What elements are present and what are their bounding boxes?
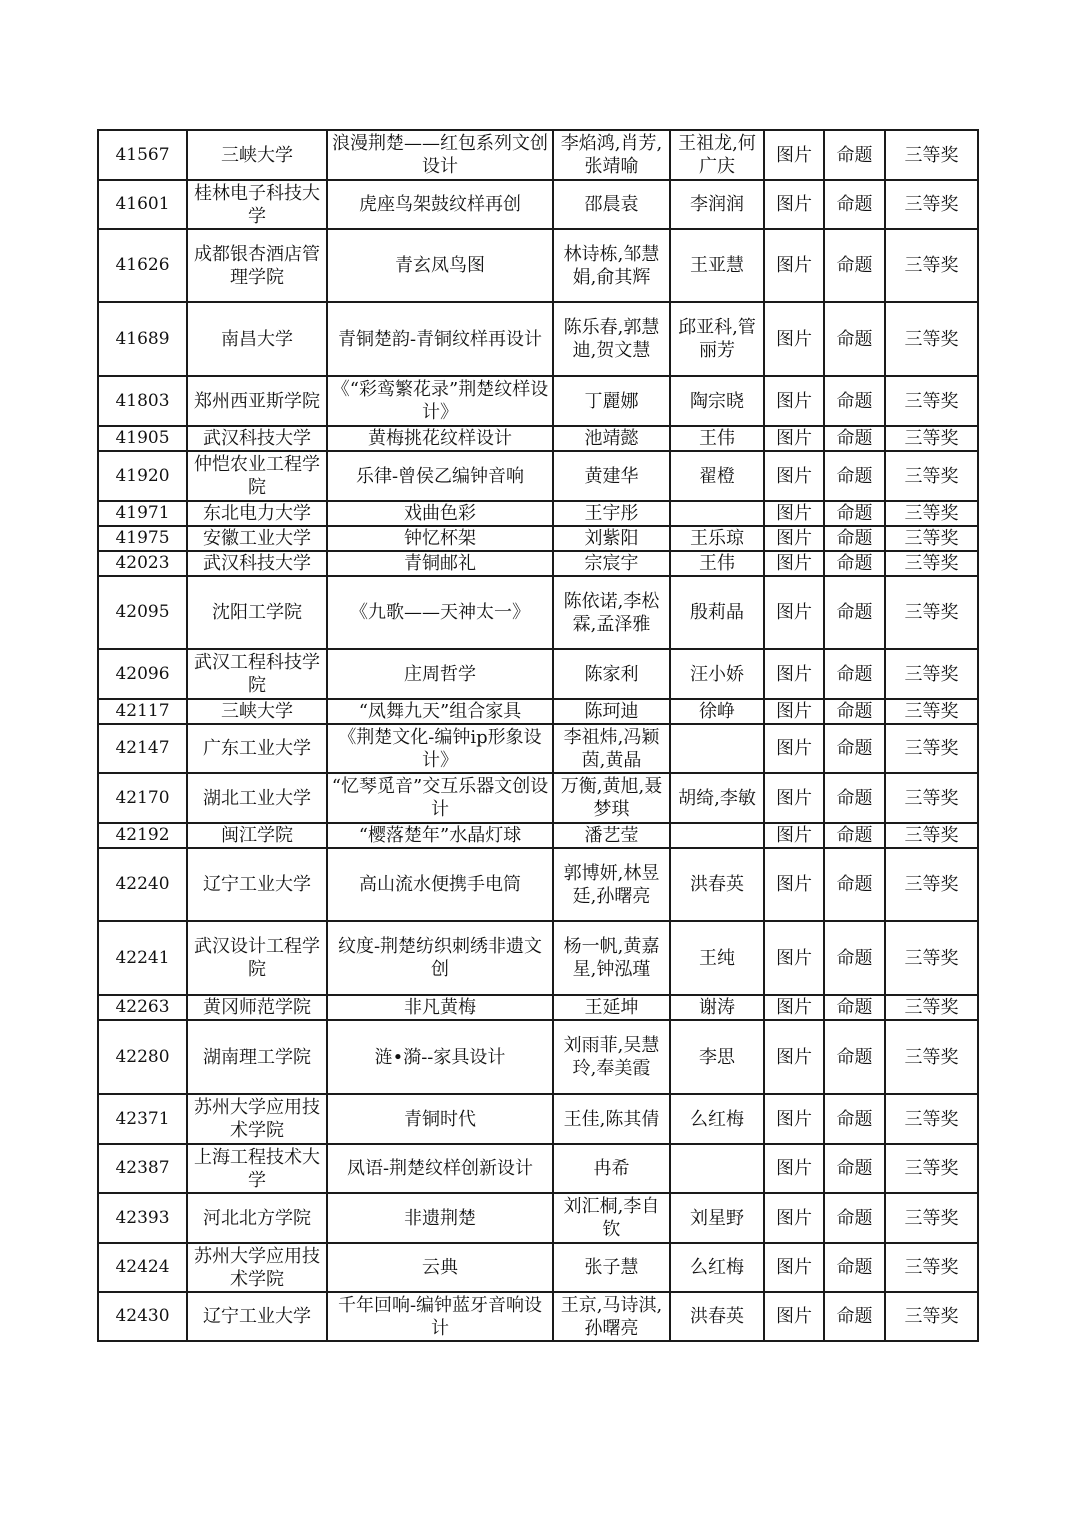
advisor-cell: 殷莉晶 [670,576,764,649]
entry-id-cell: 42096 [98,649,187,699]
work-type-cell: 图片 [764,526,824,551]
authors-cell: 陈依诺,李松霖,孟泽雅 [553,576,670,649]
authors-cell: 刘雨菲,吴慧玲,奉美霞 [553,1020,670,1094]
authors-cell: 丁麗娜 [553,376,670,426]
work-type-cell: 图片 [764,1243,824,1292]
authors-cell: 王延坤 [553,995,670,1020]
work-title-cell: 千年回响-编钟蓝牙音响设计 [327,1292,553,1341]
advisor-cell: 洪春英 [670,1292,764,1341]
advisor-cell: 洪春英 [670,848,764,921]
work-type-cell: 图片 [764,1144,824,1193]
school-name-cell: 黄冈师范学院 [187,995,327,1020]
advisor-cell [670,1144,764,1193]
work-title-cell: 涟•漪--家具设计 [327,1020,553,1094]
work-type-cell: 图片 [764,995,824,1020]
authors-cell: 陈珂迪 [553,699,670,724]
table-row [98,724,978,773]
authors-cell: 王京,马诗淇,孙曙亮 [553,1292,670,1341]
school-name-cell: 广东工业大学 [187,724,327,773]
award-level-cell: 三等奖 [885,848,978,921]
category-cell: 命题 [824,699,885,724]
work-title-cell: 青铜楚韵-青铜纹样再设计 [327,302,553,376]
award-level-cell: 三等奖 [885,526,978,551]
category-cell: 命题 [824,848,885,921]
award-level-cell: 三等奖 [885,551,978,576]
category-cell: 命题 [824,130,885,180]
entry-id-cell: 42241 [98,921,187,995]
authors-cell: 郭博妍,林昱廷,孙曙亮 [553,848,670,921]
work-type-cell: 图片 [764,773,824,823]
table-row [98,995,978,1020]
table-row [98,773,978,823]
authors-cell: 陈家利 [553,649,670,699]
advisor-cell: 王纯 [670,921,764,995]
category-cell: 命题 [824,551,885,576]
work-title-cell: 云典 [327,1243,553,1292]
table-row [98,376,978,426]
advisor-cell [670,724,764,773]
advisor-cell: 谢涛 [670,995,764,1020]
authors-cell: 万衡,黄旭,聂梦琪 [553,773,670,823]
work-title-cell: 纹度-荆楚纺织刺绣非遗文创 [327,921,553,995]
award-level-cell: 三等奖 [885,995,978,1020]
work-title-cell: 虎座鸟架鼓纹样再创 [327,180,553,229]
work-title-cell: 青玄凤鸟图 [327,229,553,302]
award-table [97,129,979,1342]
table-row [98,699,978,724]
work-type-cell: 图片 [764,302,824,376]
award-level-cell: 三等奖 [885,130,978,180]
award-level-cell: 三等奖 [885,699,978,724]
award-level-cell: 三等奖 [885,1243,978,1292]
award-level-cell: 三等奖 [885,1144,978,1193]
school-name-cell: 湖南理工学院 [187,1020,327,1094]
authors-cell: 刘紫阳 [553,526,670,551]
school-name-cell: 南昌大学 [187,302,327,376]
work-type-cell: 图片 [764,229,824,302]
school-name-cell: 东北电力大学 [187,501,327,526]
category-cell: 命题 [824,576,885,649]
entry-id-cell: 41971 [98,501,187,526]
entry-id-cell: 41920 [98,451,187,501]
work-title-cell: 《九歌——天神太一》 [327,576,553,649]
award-level-cell: 三等奖 [885,501,978,526]
school-name-cell: 武汉科技大学 [187,551,327,576]
authors-cell: 杨一帆,黄嘉星,钟泓瑾 [553,921,670,995]
category-cell: 命题 [824,724,885,773]
entry-id-cell: 42424 [98,1243,187,1292]
advisor-cell: 么红梅 [670,1094,764,1144]
authors-cell: 林诗栋,邹慧娟,俞其辉 [553,229,670,302]
award-level-cell: 三等奖 [885,823,978,848]
authors-cell: 李祖炜,冯颖茵,黄晶 [553,724,670,773]
advisor-cell [670,501,764,526]
category-cell: 命题 [824,526,885,551]
category-cell: 命题 [824,1193,885,1243]
table-row [98,1144,978,1193]
table-row [98,1020,978,1094]
award-level-cell: 三等奖 [885,649,978,699]
work-title-cell: 黄梅挑花纹样设计 [327,426,553,451]
entry-id-cell: 42280 [98,1020,187,1094]
authors-cell: 邵晨袁 [553,180,670,229]
school-name-cell: 闽江学院 [187,823,327,848]
table-row [98,1243,978,1292]
table-row [98,1193,978,1243]
school-name-cell: 三峡大学 [187,699,327,724]
entry-id-cell: 41803 [98,376,187,426]
category-cell: 命题 [824,501,885,526]
work-title-cell: “忆琴觅音”交互乐器文创设计 [327,773,553,823]
award-level-cell: 三等奖 [885,376,978,426]
table-row [98,229,978,302]
award-level-cell: 三等奖 [885,451,978,501]
school-name-cell: 成都银杏酒店管理学院 [187,229,327,302]
category-cell: 命题 [824,1144,885,1193]
advisor-cell: 王乐琼 [670,526,764,551]
work-type-cell: 图片 [764,451,824,501]
work-title-cell: “樱落楚年”水晶灯球 [327,823,553,848]
table-row [98,526,978,551]
award-level-cell: 三等奖 [885,1193,978,1243]
work-type-cell: 图片 [764,1292,824,1341]
authors-cell: 陈乐春,郭慧迪,贺文慧 [553,302,670,376]
entry-id-cell: 41567 [98,130,187,180]
work-type-cell: 图片 [764,551,824,576]
school-name-cell: 湖北工业大学 [187,773,327,823]
work-title-cell: “凤舞九天”组合家具 [327,699,553,724]
work-title-cell: 戏曲色彩 [327,501,553,526]
award-level-cell: 三等奖 [885,724,978,773]
table-row [98,1094,978,1144]
school-name-cell: 武汉科技大学 [187,426,327,451]
work-type-cell: 图片 [764,180,824,229]
work-title-cell: 非遗荆楚 [327,1193,553,1243]
authors-cell: 潘艺莹 [553,823,670,848]
school-name-cell: 辽宁工业大学 [187,848,327,921]
advisor-cell: 刘星野 [670,1193,764,1243]
advisor-cell: 王亚慧 [670,229,764,302]
category-cell: 命题 [824,1243,885,1292]
table-row [98,921,978,995]
award-level-cell: 三等奖 [885,426,978,451]
category-cell: 命题 [824,426,885,451]
entry-id-cell: 42240 [98,848,187,921]
authors-cell: 张子慧 [553,1243,670,1292]
entry-id-cell: 41626 [98,229,187,302]
advisor-cell: 李润润 [670,180,764,229]
school-name-cell: 河北北方学院 [187,1193,327,1243]
advisor-cell: 徐峥 [670,699,764,724]
award-level-cell: 三等奖 [885,1094,978,1144]
school-name-cell: 苏州大学应用技术学院 [187,1243,327,1292]
work-type-cell: 图片 [764,501,824,526]
school-name-cell: 武汉工程科技学院 [187,649,327,699]
advisor-cell: 王祖龙,何广庆 [670,130,764,180]
work-title-cell: 钟忆杯架 [327,526,553,551]
advisor-cell: 王伟 [670,426,764,451]
work-type-cell: 图片 [764,426,824,451]
table-row [98,302,978,376]
work-title-cell: 浪漫荆楚——红包系列文创设计 [327,130,553,180]
award-level-cell: 三等奖 [885,302,978,376]
category-cell: 命题 [824,229,885,302]
entry-id-cell: 42371 [98,1094,187,1144]
work-type-cell: 图片 [764,1193,824,1243]
category-cell: 命题 [824,376,885,426]
table-row [98,426,978,451]
authors-cell: 王佳,陈其倩 [553,1094,670,1144]
school-name-cell: 辽宁工业大学 [187,1292,327,1341]
advisor-cell: 陶宗晓 [670,376,764,426]
entry-id-cell: 41689 [98,302,187,376]
award-level-cell: 三等奖 [885,576,978,649]
work-title-cell: 青铜邮礼 [327,551,553,576]
award-level-cell: 三等奖 [885,229,978,302]
entry-id-cell: 42023 [98,551,187,576]
advisor-cell: 么红梅 [670,1243,764,1292]
school-name-cell: 沈阳工学院 [187,576,327,649]
table-row [98,451,978,501]
category-cell: 命题 [824,1020,885,1094]
table-row [98,501,978,526]
work-title-cell: 乐律-曾侯乙编钟音响 [327,451,553,501]
award-level-cell: 三等奖 [885,773,978,823]
authors-cell: 池靖懿 [553,426,670,451]
school-name-cell: 上海工程技术大学 [187,1144,327,1193]
work-title-cell: 青铜时代 [327,1094,553,1144]
entry-id-cell: 42170 [98,773,187,823]
school-name-cell: 三峡大学 [187,130,327,180]
category-cell: 命题 [824,1292,885,1341]
work-type-cell: 图片 [764,848,824,921]
entry-id-cell: 42147 [98,724,187,773]
table-row [98,130,978,180]
authors-cell: 宗宸宇 [553,551,670,576]
entry-id-cell: 41905 [98,426,187,451]
work-title-cell: 凤语-荆楚纹样创新设计 [327,1144,553,1193]
school-name-cell: 苏州大学应用技术学院 [187,1094,327,1144]
school-name-cell: 郑州西亚斯学院 [187,376,327,426]
category-cell: 命题 [824,180,885,229]
category-cell: 命题 [824,995,885,1020]
table-row [98,823,978,848]
work-title-cell: 非凡黄梅 [327,995,553,1020]
authors-cell: 黄建华 [553,451,670,501]
award-level-cell: 三等奖 [885,921,978,995]
advisor-cell: 邱亚科,管丽芳 [670,302,764,376]
work-title-cell: 《荆楚文化-编钟ip形象设计》 [327,724,553,773]
school-name-cell: 桂林电子科技大学 [187,180,327,229]
entry-id-cell: 42117 [98,699,187,724]
entry-id-cell: 41975 [98,526,187,551]
entry-id-cell: 42095 [98,576,187,649]
advisor-cell [670,823,764,848]
work-type-cell: 图片 [764,1020,824,1094]
table-row [98,848,978,921]
work-type-cell: 图片 [764,823,824,848]
category-cell: 命题 [824,823,885,848]
award-level-cell: 三等奖 [885,1292,978,1341]
work-type-cell: 图片 [764,376,824,426]
table-row [98,576,978,649]
work-title-cell: 庄周哲学 [327,649,553,699]
authors-cell: 李焰鸿,肖芳,张靖喻 [553,130,670,180]
category-cell: 命题 [824,649,885,699]
school-name-cell: 安徽工业大学 [187,526,327,551]
category-cell: 命题 [824,1094,885,1144]
entry-id-cell: 42387 [98,1144,187,1193]
entry-id-cell: 42263 [98,995,187,1020]
work-type-cell: 图片 [764,921,824,995]
authors-cell: 刘汇桐,李自钦 [553,1193,670,1243]
school-name-cell: 仲恺农业工程学院 [187,451,327,501]
category-cell: 命题 [824,302,885,376]
work-title-cell: 高山流水便携手电筒 [327,848,553,921]
work-type-cell: 图片 [764,724,824,773]
work-type-cell: 图片 [764,1094,824,1144]
work-type-cell: 图片 [764,699,824,724]
entry-id-cell: 42430 [98,1292,187,1341]
authors-cell: 冉希 [553,1144,670,1193]
entry-id-cell: 41601 [98,180,187,229]
table-row [98,180,978,229]
category-cell: 命题 [824,921,885,995]
entry-id-cell: 42393 [98,1193,187,1243]
table-row [98,1292,978,1341]
authors-cell: 王宇彤 [553,501,670,526]
table-row [98,649,978,699]
advisor-cell: 翟橙 [670,451,764,501]
award-table-body [98,130,978,1341]
table-row [98,551,978,576]
category-cell: 命题 [824,773,885,823]
advisor-cell: 王伟 [670,551,764,576]
advisor-cell: 汪小娇 [670,649,764,699]
advisor-cell: 胡绮,李敏 [670,773,764,823]
category-cell: 命题 [824,451,885,501]
work-type-cell: 图片 [764,649,824,699]
award-level-cell: 三等奖 [885,180,978,229]
work-type-cell: 图片 [764,576,824,649]
advisor-cell: 李思 [670,1020,764,1094]
award-level-cell: 三等奖 [885,1020,978,1094]
school-name-cell: 武汉设计工程学院 [187,921,327,995]
work-title-cell: 《“彩鸾繁花录”荆楚纹样设计》 [327,376,553,426]
work-type-cell: 图片 [764,130,824,180]
entry-id-cell: 42192 [98,823,187,848]
